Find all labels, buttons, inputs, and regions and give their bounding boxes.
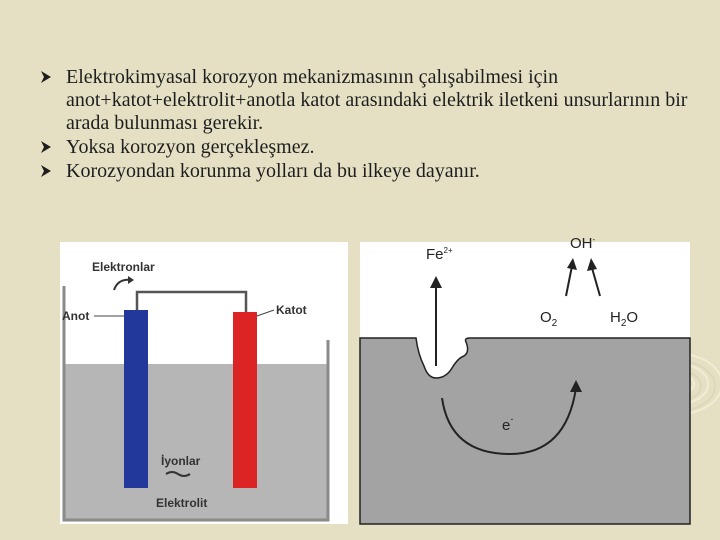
cathode-electrode bbox=[233, 312, 257, 488]
electrolyte-label: Elektrolit bbox=[156, 496, 208, 510]
electrochemical-cell-diagram bbox=[60, 242, 348, 524]
ions-label: İyonlar bbox=[161, 454, 201, 468]
o2-label: $O_2$ bbox=[540, 309, 558, 329]
bullet-text: Yoksa korozyon gerçekleşmez. bbox=[66, 136, 315, 158]
bullet-arrow-icon bbox=[40, 70, 52, 84]
bullet-list bbox=[40, 66, 690, 184]
oh-label: OH- bbox=[570, 235, 596, 252]
bullet-arrow-icon bbox=[40, 140, 52, 154]
bullet-arrow-icon bbox=[40, 164, 52, 178]
anode-label: Anot bbox=[62, 309, 90, 323]
electron-label: e- bbox=[502, 414, 514, 434]
electrochemical-cell-figure bbox=[60, 242, 348, 524]
h2o-label: $H_2O$ bbox=[610, 309, 639, 329]
corrosion-pit-diagram bbox=[360, 235, 690, 524]
fe-label: $Fe^{2+}$ bbox=[426, 246, 453, 263]
metal-surface bbox=[360, 338, 690, 524]
connecting-wire bbox=[137, 292, 246, 312]
electrons-arrowhead-icon bbox=[128, 276, 134, 284]
bullet-item bbox=[40, 136, 690, 159]
bullet-item bbox=[40, 160, 690, 183]
corrosion-pit-figure bbox=[360, 235, 690, 524]
oh-arrow-right bbox=[592, 268, 600, 296]
bullet-item bbox=[40, 66, 690, 135]
electrons-label: Elektronlar bbox=[92, 260, 155, 274]
cathode-leader-line bbox=[257, 310, 274, 316]
oh-arrow-left bbox=[566, 266, 572, 296]
oh-arrowhead-left-icon bbox=[567, 258, 577, 270]
bullet-text: Elektrokimyasal korozyon mekanizmasının çalışabilmesi için anot+katot+elektrolit+anotla katot arasındaki elektrik iletkeni unsurlarının bir arada bulunması gerekir. bbox=[66, 66, 688, 134]
anode-electrode bbox=[124, 310, 148, 488]
bullet-text: Korozyondan korunma yolları da bu ilkeye dayanır. bbox=[66, 160, 480, 182]
cathode-label: Katot bbox=[276, 303, 307, 317]
fe-arrowhead-icon bbox=[430, 276, 442, 288]
oh-arrowhead-right-icon bbox=[587, 258, 597, 271]
